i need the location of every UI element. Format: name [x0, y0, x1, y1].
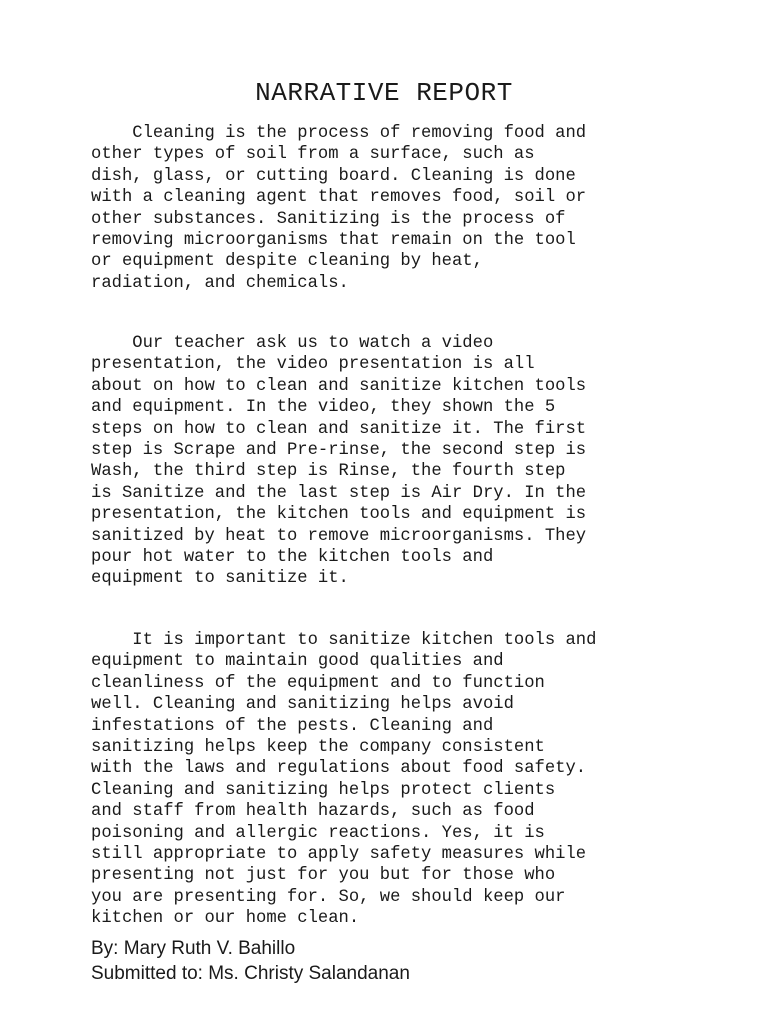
- paragraph-line: removing microorganisms that remain on the tool: [91, 231, 576, 251]
- paragraph-line: dish, glass, or cutting board. Cleaning is done: [91, 166, 576, 186]
- author-line: By: Mary Ruth V. Bahillo: [91, 938, 296, 959]
- paragraph-line: well. Cleaning and sanitizing helps avoid: [91, 695, 514, 715]
- paragraph-line: still appropriate to apply safety measures while: [91, 845, 587, 865]
- paragraph-cleaning-definition: [91, 123, 691, 294]
- paragraph-line: and staff from health hazards, such as food: [91, 802, 535, 822]
- paragraph-line: about on how to clean and sanitize kitchen tools: [91, 376, 587, 396]
- paragraph-line: equipment to sanitize it.: [91, 569, 349, 589]
- paragraph-line: presentation, the video presentation is all: [91, 355, 535, 375]
- paragraph-line: with the laws and regulations about food safety.: [91, 759, 587, 779]
- paragraph-line: you are presenting for. So, we should keep our: [91, 887, 566, 907]
- submitted-to-line: Submitted to: Ms. Christy Salandanan: [91, 963, 410, 984]
- paragraph-line: Cleaning is the process of removing food and: [91, 124, 587, 143]
- paragraph-line: infestations of the pests. Cleaning and: [91, 716, 494, 736]
- paragraph-line: is Sanitize and the last step is Air Dry. In the: [91, 483, 587, 503]
- paragraph-line: with a cleaning agent that removes food, soil or: [91, 188, 587, 208]
- paragraph-line: presenting not just for you but for those who: [91, 866, 556, 886]
- paragraph-line: Cleaning and sanitizing helps protect clients: [91, 780, 556, 800]
- paragraph-line: other types of soil from a surface, such as: [91, 145, 535, 165]
- paragraph-line: kitchen or our home clean.: [91, 909, 360, 929]
- paragraph-video-presentation: [91, 333, 691, 590]
- paragraph-line: cleanliness of the equipment and to function: [91, 673, 545, 693]
- paragraph-line: Our teacher ask us to watch a video: [91, 334, 494, 353]
- paragraph-line: poisoning and allergic reactions. Yes, it is: [91, 823, 545, 843]
- paragraph-line: or equipment despite cleaning by heat,: [91, 252, 483, 272]
- paragraph-line: presentation, the kitchen tools and equipment is: [91, 505, 587, 525]
- paragraph-line: radiation, and chemicals.: [91, 273, 349, 293]
- paragraph-line: and equipment. In the video, they shown the 5: [91, 398, 556, 418]
- paragraph-line: Wash, the third step is Rinse, the fourth step: [91, 462, 566, 482]
- paragraph-line: other substances. Sanitizing is the process of: [91, 209, 566, 229]
- paragraph-importance: [91, 630, 691, 930]
- paragraph-line: step is Scrape and Pre-rinse, the second step is: [91, 441, 587, 461]
- paragraph-line: steps on how to clean and sanitize it. The first: [91, 419, 587, 439]
- paragraph-line: equipment to maintain good qualities and: [91, 652, 504, 672]
- paragraph-line: pour hot water to the kitchen tools and: [91, 548, 494, 568]
- document-title: NARRATIVE REPORT: [255, 78, 513, 108]
- paragraph-line: sanitized by heat to remove microorganisms. They: [91, 526, 587, 546]
- paragraph-line: sanitizing helps keep the company consistent: [91, 738, 545, 758]
- paragraph-line: It is important to sanitize kitchen tools and: [91, 631, 597, 650]
